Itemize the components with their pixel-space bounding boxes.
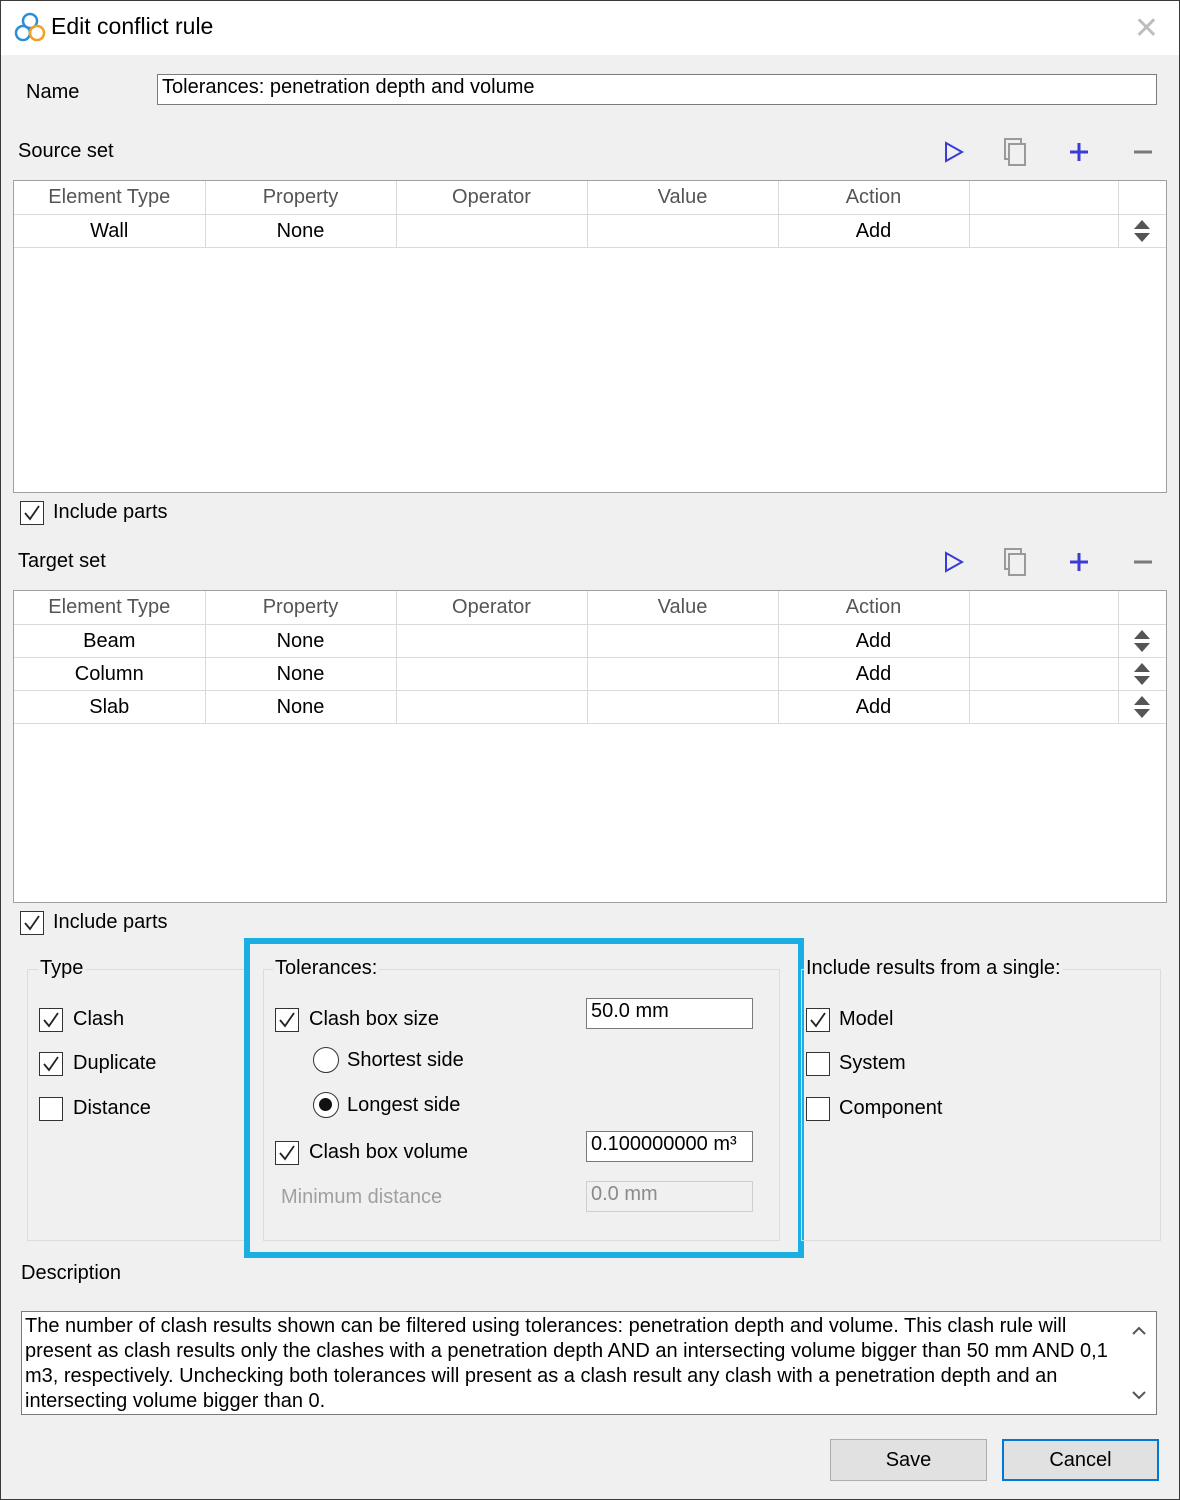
checkmark-icon <box>808 1010 828 1030</box>
cell-action[interactable]: Add <box>778 625 969 658</box>
target-set-toolbar <box>936 545 1176 579</box>
description-text: The number of clash results shown can be filtered using tolerances: penetration depth and volume. This clash rule will present as clash results only the clashes with a penetration depth AND an intersecting volume bigger than 50 mm AND 0,1 m3, respectively. Unchecking both tolerances will present as a clash result any clash with a penetration depth and an intersecting volume bigger than 0. <box>25 1315 1108 1412</box>
cell-extra <box>969 658 1118 691</box>
add-icon[interactable] <box>1062 135 1096 169</box>
duplicate-checkbox[interactable] <box>39 1052 63 1076</box>
col-reorder <box>1118 591 1166 625</box>
cell-action[interactable]: Add <box>778 215 969 248</box>
checkmark-icon <box>41 1054 61 1074</box>
col-element-type[interactable]: Element Type <box>14 181 205 215</box>
cell-value[interactable] <box>587 658 778 691</box>
cancel-button[interactable]: Cancel <box>1002 1439 1159 1481</box>
source-set-grid[interactable] <box>13 180 1167 493</box>
cell-extra <box>969 215 1118 248</box>
description-textarea[interactable] <box>21 1311 1157 1415</box>
cell-element-type[interactable]: Column <box>14 658 205 691</box>
target-set-grid[interactable] <box>13 590 1167 903</box>
clash-box-size-label: Clash box size <box>309 1008 440 1030</box>
cell-value[interactable] <box>587 215 778 248</box>
model-checkbox[interactable] <box>806 1008 830 1032</box>
col-value[interactable]: Value <box>587 591 778 625</box>
reorder-cell <box>1118 625 1166 658</box>
copy-icon[interactable] <box>998 135 1032 169</box>
clash-checkbox[interactable] <box>39 1008 63 1032</box>
table-row[interactable] <box>14 691 1166 724</box>
col-operator[interactable]: Operator <box>396 181 587 215</box>
type-group-label: Type <box>40 957 84 979</box>
col-reorder <box>1118 181 1166 215</box>
source-set-label: Source set <box>18 140 114 162</box>
col-operator[interactable]: Operator <box>396 591 587 625</box>
add-icon[interactable] <box>1062 545 1096 579</box>
tolerances-label: Tolerances: <box>275 957 378 979</box>
target-include-parts-label: Include parts <box>53 911 168 933</box>
app-logo-icon <box>13 11 47 45</box>
model-label: Model <box>839 1008 894 1030</box>
source-set-toolbar <box>936 135 1176 169</box>
cell-operator[interactable] <box>396 691 587 724</box>
cell-property[interactable]: None <box>205 691 396 724</box>
cell-extra <box>969 625 1118 658</box>
reorder-cell <box>1118 215 1166 248</box>
source-include-parts-label: Include parts <box>53 501 168 523</box>
target-include-parts-checkbox[interactable] <box>20 911 44 935</box>
cell-element-type[interactable]: Beam <box>14 625 205 658</box>
cell-value[interactable] <box>587 625 778 658</box>
table-row[interactable] <box>14 625 1166 658</box>
checkmark-icon <box>41 1010 61 1030</box>
system-checkbox[interactable] <box>806 1052 830 1076</box>
scroll-down-icon <box>1133 1392 1145 1398</box>
cell-property[interactable]: None <box>205 658 396 691</box>
distance-checkbox[interactable] <box>39 1097 63 1121</box>
col-extra <box>969 181 1118 215</box>
run-icon[interactable] <box>936 545 970 579</box>
save-button[interactable]: Save <box>830 1439 987 1481</box>
checkmark-icon <box>22 913 42 933</box>
cell-element-type[interactable]: Wall <box>14 215 205 248</box>
reorder-icon[interactable] <box>1131 693 1153 721</box>
dialog-title: Edit conflict rule <box>51 13 214 39</box>
cell-action[interactable]: Add <box>778 691 969 724</box>
table-row[interactable] <box>14 658 1166 691</box>
component-checkbox[interactable] <box>806 1097 830 1121</box>
col-extra <box>969 591 1118 625</box>
col-value[interactable]: Value <box>587 181 778 215</box>
cell-operator[interactable] <box>396 215 587 248</box>
clash-box-volume-input[interactable]: 0.100000000 m³ <box>586 1131 753 1162</box>
checkmark-icon <box>22 503 42 523</box>
target-set-label: Target set <box>18 550 106 572</box>
clash-label: Clash <box>73 1008 125 1030</box>
minimum-distance-input: 0.0 mm <box>586 1181 753 1212</box>
reorder-icon[interactable] <box>1131 627 1153 655</box>
clash-box-size-input[interactable]: 50.0 mm <box>586 998 753 1029</box>
description-label: Description <box>21 1262 122 1284</box>
reorder-cell <box>1118 691 1166 724</box>
duplicate-label: Duplicate <box>73 1052 157 1074</box>
include-results-label: Include results from a single: <box>806 957 1061 979</box>
system-label: System <box>839 1052 906 1074</box>
component-label: Component <box>839 1097 943 1119</box>
title-bar <box>1 1 1179 55</box>
col-action[interactable]: Action <box>778 181 969 215</box>
tolerances-highlight-frame <box>244 938 804 1258</box>
col-property[interactable]: Property <box>205 181 396 215</box>
col-property[interactable]: Property <box>205 591 396 625</box>
longest-side-label: Longest side <box>347 1094 461 1116</box>
col-action[interactable]: Action <box>778 591 969 625</box>
grid-header <box>14 591 1166 625</box>
shortest-side-label: Shortest side <box>347 1049 464 1071</box>
cell-element-type[interactable]: Slab <box>14 691 205 724</box>
grid-header <box>14 181 1166 215</box>
cell-value[interactable] <box>587 691 778 724</box>
run-icon[interactable] <box>936 135 970 169</box>
remove-icon[interactable] <box>1126 545 1160 579</box>
col-element-type[interactable]: Element Type <box>14 591 205 625</box>
cell-extra <box>969 691 1118 724</box>
distance-label: Distance <box>73 1097 151 1119</box>
scroll-up-icon <box>1133 1328 1145 1334</box>
table-row[interactable] <box>14 215 1166 248</box>
cell-property[interactable]: None <box>205 215 396 248</box>
cell-action[interactable]: Add <box>778 658 969 691</box>
reorder-icon[interactable] <box>1131 217 1153 245</box>
name-label: Name <box>26 81 80 103</box>
minimum-distance-label: Minimum distance <box>281 1186 443 1208</box>
name-input[interactable]: Tolerances: penetration depth and volume <box>157 74 1157 105</box>
cell-operator[interactable] <box>396 625 587 658</box>
reorder-cell <box>1118 658 1166 691</box>
close-icon[interactable]: ✕ <box>1133 12 1159 45</box>
cell-property[interactable]: None <box>205 625 396 658</box>
remove-icon[interactable] <box>1126 135 1160 169</box>
description-scrollbar[interactable] <box>1122 1312 1156 1414</box>
copy-icon[interactable] <box>998 545 1032 579</box>
clash-box-volume-label: Clash box volume <box>309 1141 468 1163</box>
source-include-parts-checkbox[interactable] <box>20 501 44 525</box>
cell-operator[interactable] <box>396 658 587 691</box>
reorder-icon[interactable] <box>1131 660 1153 688</box>
